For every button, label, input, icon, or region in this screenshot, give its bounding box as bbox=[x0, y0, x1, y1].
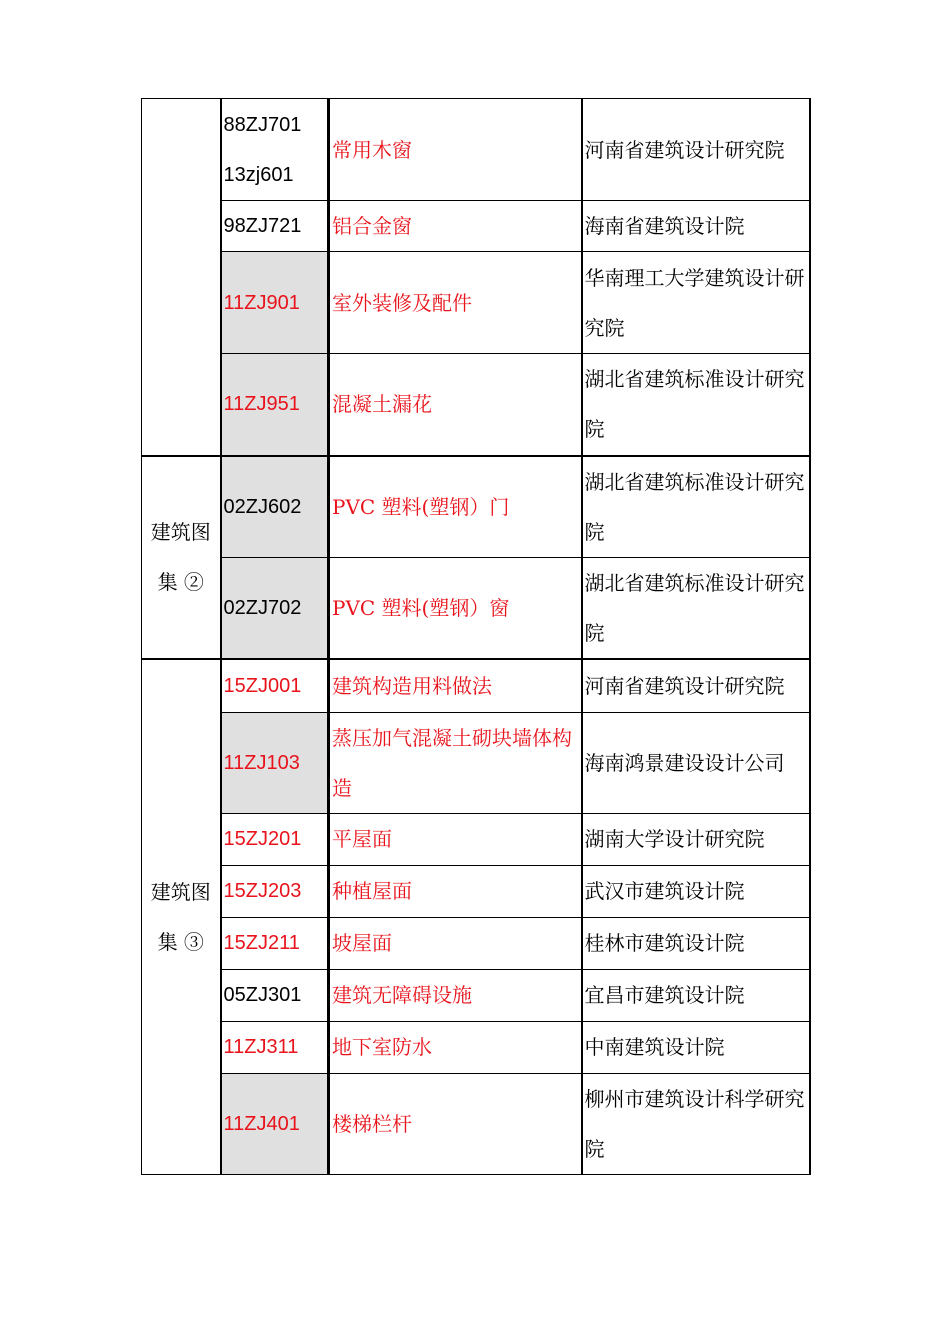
compiling-organization: 宜昌市建筑设计院 bbox=[582, 969, 810, 1021]
category-cell bbox=[142, 99, 221, 456]
compiling-organization: 武汉市建筑设计院 bbox=[582, 865, 810, 917]
code-cell bbox=[221, 1073, 329, 1174]
atlas-code: 11ZJ951 bbox=[223, 393, 300, 416]
code-cell bbox=[221, 969, 329, 1021]
compiling-organization: 湖北省建筑标准设计研究院 bbox=[582, 456, 810, 558]
table-row bbox=[142, 99, 810, 201]
table-row bbox=[142, 917, 810, 969]
atlas-title: 常用木窗 bbox=[329, 99, 582, 201]
code-cell bbox=[221, 558, 329, 660]
atlas-title: 室外装修及配件 bbox=[329, 252, 582, 354]
atlas-title: PVC 塑料(塑钢）门 bbox=[329, 456, 582, 558]
code-cell bbox=[221, 659, 329, 712]
compiling-organization: 河南省建筑设计研究院 bbox=[582, 659, 810, 712]
category-cell: 建筑图集 ② bbox=[142, 456, 221, 660]
atlas-code: 11ZJ103 bbox=[223, 751, 300, 774]
atlas-code: 02ZJ702 bbox=[223, 597, 302, 619]
table-row bbox=[142, 865, 810, 917]
compiling-organization: 桂林市建筑设计院 bbox=[582, 917, 810, 969]
atlas-title: 平屋面 bbox=[329, 813, 582, 865]
table-row bbox=[142, 1073, 810, 1174]
atlas-code: 15ZJ211 bbox=[223, 932, 300, 954]
table-row bbox=[142, 813, 810, 865]
table-row bbox=[142, 1021, 810, 1073]
atlas-code: 02ZJ602 bbox=[223, 495, 302, 518]
compiling-organization: 湖北省建筑标准设计研究院 bbox=[582, 558, 810, 660]
code-cell bbox=[221, 1021, 329, 1073]
code-cell bbox=[221, 99, 329, 201]
code-cell bbox=[221, 865, 329, 917]
atlas-code: 15ZJ201 bbox=[223, 828, 302, 850]
compiling-organization: 河南省建筑设计研究院 bbox=[582, 99, 810, 201]
table-row bbox=[142, 659, 810, 712]
code-cell bbox=[221, 917, 329, 969]
compiling-organization: 海南省建筑设计院 bbox=[582, 201, 810, 252]
table-row bbox=[142, 456, 810, 558]
standards-table bbox=[141, 98, 811, 1175]
code-cell bbox=[221, 252, 329, 354]
table-row bbox=[142, 712, 810, 813]
table-row bbox=[142, 969, 810, 1021]
table-row bbox=[142, 558, 810, 660]
compiling-organization: 柳州市建筑设计科学研究院 bbox=[582, 1073, 810, 1174]
atlas-title: 种植屋面 bbox=[329, 865, 582, 917]
atlas-title: 楼梯栏杆 bbox=[329, 1073, 582, 1174]
code-cell bbox=[221, 201, 329, 252]
compiling-organization: 中南建筑设计院 bbox=[582, 1021, 810, 1073]
standards-table-page bbox=[141, 98, 809, 1175]
table-row bbox=[142, 201, 810, 252]
compiling-organization: 海南鸿景建设设计公司 bbox=[582, 712, 810, 813]
atlas-code: 13zj601 bbox=[223, 163, 294, 186]
atlas-code: 98ZJ721 bbox=[223, 215, 302, 237]
atlas-code: 15ZJ203 bbox=[223, 880, 302, 902]
atlas-title: 地下室防水 bbox=[329, 1021, 582, 1073]
atlas-title: 坡屋面 bbox=[329, 917, 582, 969]
atlas-code: 11ZJ311 bbox=[223, 1036, 299, 1058]
code-cell bbox=[221, 354, 329, 456]
compiling-organization: 湖北省建筑标准设计研究院 bbox=[582, 354, 810, 456]
code-cell bbox=[221, 813, 329, 865]
standards-table-body bbox=[142, 99, 810, 1175]
atlas-title: 建筑构造用料做法 bbox=[329, 659, 582, 712]
atlas-title: 铝合金窗 bbox=[329, 201, 582, 252]
table-row bbox=[142, 354, 810, 456]
atlas-code: 15ZJ001 bbox=[223, 674, 302, 697]
atlas-code: 05ZJ301 bbox=[223, 984, 302, 1006]
atlas-title: 混凝土漏花 bbox=[329, 354, 582, 456]
atlas-title: 蒸压加气混凝土砌块墙体构造 bbox=[329, 712, 582, 813]
atlas-code: 11ZJ901 bbox=[223, 291, 300, 314]
code-cell bbox=[221, 456, 329, 558]
atlas-title: PVC 塑料(塑钢）窗 bbox=[329, 558, 582, 660]
compiling-organization: 华南理工大学建筑设计研究院 bbox=[582, 252, 810, 354]
compiling-organization: 湖南大学设计研究院 bbox=[582, 813, 810, 865]
atlas-code: 11ZJ401 bbox=[223, 1112, 300, 1135]
atlas-code: 88ZJ701 bbox=[223, 113, 302, 136]
category-cell: 建筑图集 ③ bbox=[142, 659, 221, 1174]
atlas-title: 建筑无障碍设施 bbox=[329, 969, 582, 1021]
code-cell bbox=[221, 712, 329, 813]
table-row bbox=[142, 252, 810, 354]
